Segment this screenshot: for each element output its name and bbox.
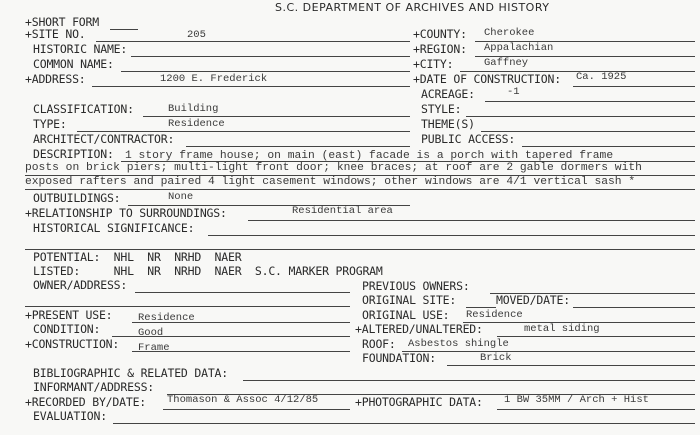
- description-value-3: exposed rafters and paired 4 light casement windows; other windows are 4/1 vertical sash *: [25, 176, 636, 188]
- date-label: +DATE OF CONSTRUCTION:: [413, 72, 561, 86]
- owner-line: [135, 292, 350, 293]
- photographic-label: +PHOTOGRAPHIC DATA:: [355, 395, 483, 409]
- foundation-line: [447, 365, 695, 366]
- acreage-line: [485, 101, 695, 102]
- public-access-line: [522, 146, 695, 147]
- address-value: 1200 E. Frederick: [160, 73, 268, 85]
- type-label: TYPE:: [33, 117, 67, 131]
- site-no-value: 205: [187, 29, 206, 41]
- classification-line: [143, 116, 410, 117]
- significance-line-1: [208, 235, 695, 236]
- relationship-label: +RELATIONSHIP TO SURROUNDINGS:: [25, 206, 227, 220]
- evaluation-label: EVALUATION:: [33, 409, 107, 423]
- region-value: Appalachian: [484, 42, 554, 54]
- form-header: S.C. DEPARTMENT OF ARCHIVES AND HISTORY: [275, 1, 550, 14]
- description-label: DESCRIPTION:: [33, 147, 114, 161]
- region-label: +REGION:: [413, 42, 467, 56]
- classification-label: CLASSIFICATION:: [33, 102, 134, 116]
- historic-name-line: [131, 56, 410, 57]
- owner-label: OWNER/ADDRESS:: [33, 278, 128, 292]
- informant-label: INFORMANT/ADDRESS:: [33, 380, 155, 394]
- construction-label: +CONSTRUCTION:: [25, 337, 120, 351]
- moved-date-line: [573, 307, 695, 308]
- photographic-value: 1 BW 35MM / Arch + Hist: [504, 394, 649, 406]
- county-value: Cherokee: [484, 27, 535, 39]
- potential-row: POTENTIAL: NHL NR NRHD NAER: [33, 250, 242, 264]
- roof-value: Asbestos shingle: [408, 338, 509, 350]
- altered-line: [497, 336, 695, 337]
- style-label: STYLE:: [421, 102, 462, 116]
- condition-value: Good: [138, 327, 164, 339]
- public-access-label: PUBLIC ACCESS:: [421, 132, 516, 146]
- listed-row: LISTED: NHL NR NRHD NAER S.C. MARKER PROGRAM: [33, 264, 383, 278]
- roof-line: [402, 351, 695, 352]
- present-use-value: Residence: [138, 312, 195, 324]
- common-name-label: COMMON NAME:: [33, 57, 114, 71]
- address-line: [92, 86, 410, 87]
- altered-label: +ALTERED/UNALTERED:: [355, 322, 483, 336]
- style-line: [466, 116, 695, 117]
- address-label: +ADDRESS:: [25, 72, 86, 86]
- roof-label: ROOF:: [362, 337, 396, 351]
- moved-date-label: MOVED/DATE:: [496, 293, 570, 307]
- site-no-line: [96, 41, 410, 42]
- date-value: Ca. 1925: [576, 71, 627, 83]
- site-no-label: +SITE NO.: [25, 27, 86, 41]
- county-label: +COUNTY:: [413, 27, 467, 41]
- significance-label: HISTORICAL SIGNIFICANCE:: [33, 221, 195, 235]
- description-value-1: 1 story frame house; on main (east) facade is a porch with tapered frame: [125, 150, 614, 162]
- common-name-line: [121, 71, 410, 72]
- short-form-label: +SHORT FORM: [25, 15, 99, 29]
- historic-name-label: HISTORIC NAME:: [33, 42, 128, 56]
- architect-label: ARCHITECT/CONTRACTOR:: [33, 132, 175, 146]
- relationship-line: [248, 220, 695, 221]
- original-use-label: ORIGINAL USE:: [362, 308, 450, 322]
- acreage-value: -1: [507, 86, 520, 98]
- recorded-value: Thomason & Assoc 4/12/85: [167, 394, 319, 406]
- bibliographic-line: [243, 380, 695, 381]
- bibliographic-label: BIBLIOGRAPHIC & RELATED DATA:: [33, 366, 228, 380]
- outbuildings-label: OUTBUILDINGS:: [33, 191, 121, 205]
- theme-label: THEME(S): [421, 117, 475, 131]
- original-use-value: Residence: [466, 309, 523, 321]
- original-site-label: ORIGINAL SITE:: [362, 293, 457, 307]
- altered-value: metal siding: [524, 323, 600, 335]
- present-use-label: +PRESENT USE:: [25, 308, 113, 322]
- original-site-line: [466, 307, 496, 308]
- description-line-3: [25, 189, 695, 190]
- acreage-label: ACREAGE:: [421, 87, 475, 101]
- recorded-label: +RECORDED BY/DATE:: [25, 395, 147, 409]
- recorded-line: [163, 409, 350, 410]
- owner-line-2: [25, 306, 350, 307]
- evaluation-line: [113, 423, 695, 424]
- date-line: [573, 86, 695, 87]
- foundation-value: Brick: [480, 352, 512, 364]
- short-form-line: [110, 29, 138, 30]
- condition-label: CONDITION:: [33, 322, 101, 336]
- photographic-line: [497, 409, 695, 410]
- city-value: Gaffney: [484, 57, 529, 69]
- classification-value: Building: [168, 103, 219, 115]
- city-label: +CITY:: [413, 57, 454, 71]
- architect-line: [186, 146, 410, 147]
- foundation-label: FOUNDATION:: [362, 351, 436, 365]
- relationship-value: Residential area: [292, 205, 393, 217]
- previous-owners-label: PREVIOUS OWNERS:: [362, 279, 470, 293]
- outbuildings-value: None: [168, 191, 194, 203]
- construction-value: Frame: [138, 342, 170, 354]
- type-value: Residence: [168, 118, 225, 130]
- description-value-2: posts on brick piers; multi-light front door; knee braces; at roof are 2 gable dormers with: [25, 162, 642, 174]
